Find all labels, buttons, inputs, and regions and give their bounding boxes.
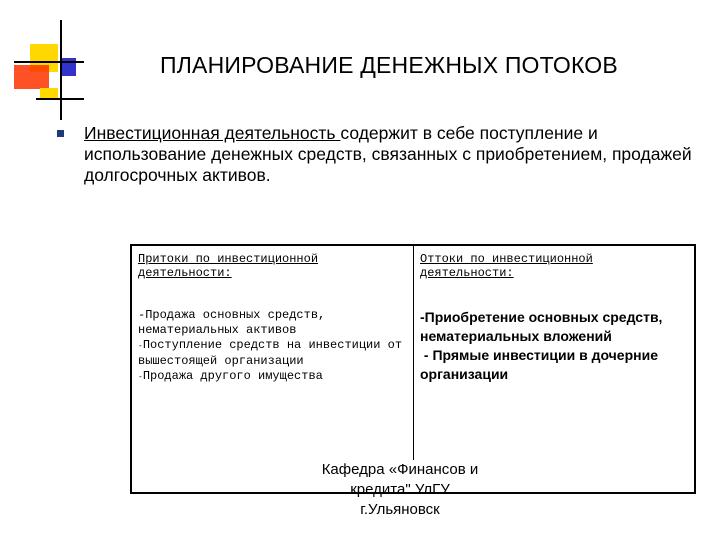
list-item: -Продажа основных средств, нематериальных активов bbox=[138, 308, 326, 337]
list-item: Продажа другого имущества bbox=[142, 369, 323, 383]
list-item-wrap: -Продажа другого имущества bbox=[138, 369, 323, 383]
intro-paragraph bbox=[84, 123, 694, 186]
slide-title: ПЛАНИРОВАНИЕ ДЕНЕЖНЫХ ПОТОКОВ bbox=[160, 52, 618, 78]
list-item: Поступление средств на инвестиции от вышестоящей организации bbox=[138, 338, 403, 368]
footer-line: кредита" УлГУ bbox=[350, 481, 450, 498]
bullet-square-icon bbox=[57, 130, 64, 137]
horizontal-line-lower bbox=[36, 98, 84, 100]
intro-rest: содержит в себе поступление и использование денежных средств, связанных с приобретением, продажей долгосрочных активов. bbox=[84, 123, 692, 185]
list-item: - Прямые инвестиции в дочерние организации bbox=[420, 347, 662, 382]
inflows-header: Притоки по инвестиционной деятельности: bbox=[138, 252, 319, 280]
footer-line: г.Ульяновск bbox=[360, 501, 440, 518]
outflows-list bbox=[420, 308, 690, 384]
list-item-wrap: -Поступление средств на инвестиции от вышестоящей организации bbox=[138, 338, 403, 368]
outflows-header: Оттоки по инвестиционной деятельности: bbox=[420, 252, 593, 280]
footer-department bbox=[300, 460, 500, 520]
horizontal-line bbox=[14, 61, 84, 63]
table-column-divider bbox=[413, 244, 414, 460]
intro-underlined: Инвестиционная деятельность bbox=[84, 123, 341, 143]
inflows-list bbox=[138, 308, 408, 385]
vertical-line bbox=[60, 20, 62, 120]
red-square bbox=[14, 65, 49, 89]
footer-line: Кафедра «Финансов и bbox=[321, 461, 479, 478]
list-item: -Приобретение основных средств, нематериальных вложений bbox=[420, 309, 663, 344]
